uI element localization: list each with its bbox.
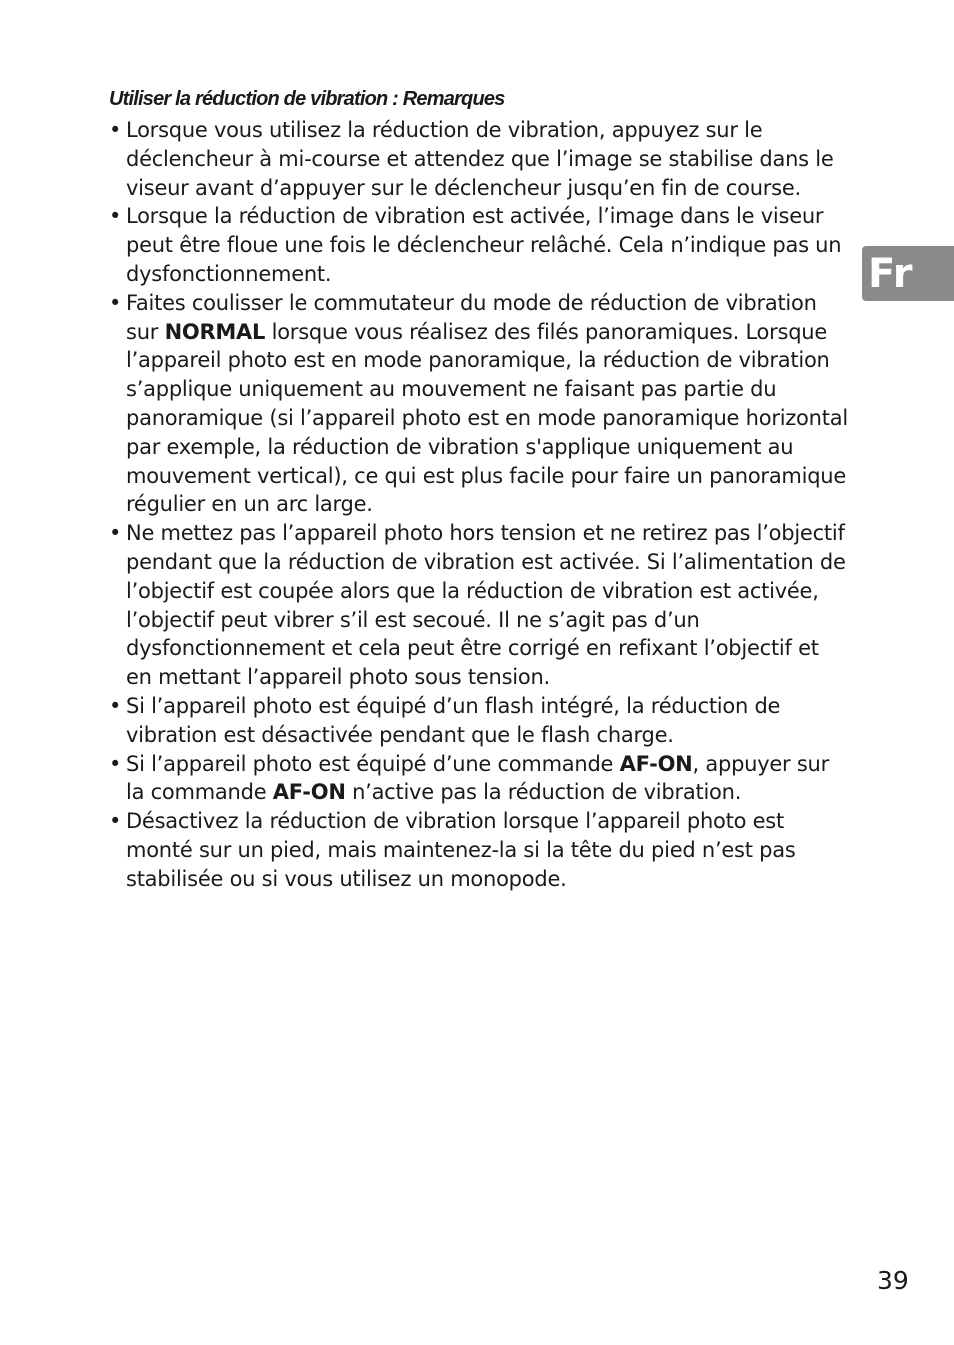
item-text: lorsque vous réalisez des filés panoramiques. Lorsque l’appareil photo est en mode panoramique, la réduction de vibration s’applique uniquement au mouvement ne faisant pas partie du panoramique (si l’appareil photo est en mode panoramique horizontal par exemple, la réduction de vibration s'applique uniquement au mouvement vertical), ce qui est plus facile pour faire un panoramique régulier en un arc large. [126,319,848,517]
list-item [109,202,849,288]
item-text: , appuyer sur la commande [126,751,829,805]
item-text: Faites coulisser le commutateur du mode de réduction de vibration sur [126,290,817,344]
item-text: Si l’appareil photo est équipé d’une commande [126,751,620,776]
list-item [109,692,849,750]
list-item [109,750,849,808]
af-on-label: AF-ON [619,751,693,776]
page-number: 39 [877,1266,909,1295]
bullet-icon: • [109,693,122,718]
item-text: Lorsque la réduction de vibration est activée, l’image dans le viseur peut être floue une fois le déclencheur relâché. Cela n’indique pas un dysfonctionnement. [126,204,842,286]
bullet-icon: • [109,809,122,834]
item-text: Désactivez la réduction de vibration lorsque l’appareil photo est monté sur un pied, mais maintenez-la si la tête du pied n’est pas stabilisée ou si vous utilisez un monopode. [126,809,796,891]
section-heading: Utiliser la réduction de vibration : Remarques [109,88,505,110]
remarks-list [109,116,849,894]
bullet-icon: • [109,751,122,776]
item-text: n’active pas la réduction de vibration. [345,780,742,805]
list-item [109,807,849,893]
item-text: Lorsque vous utilisez la réduction de vibration, appuyez sur le déclencheur à mi-course et attendez que l’image se stabilise dans le viseur avant d’appuyer sur le déclencheur jusqu’en fin de course. [126,118,834,200]
bullet-icon: • [109,204,122,229]
af-on-label: AF-ON [272,780,346,805]
item-text: Ne mettez pas l’appareil photo hors tension et ne retirez pas l’objectif pendant que la réduction de vibration est activée. Si l’alimentation de l’objectif est coupée alors que la réduction de vibration est activée, l’objectif peut vibrer s’il est secoué. Il ne s’agit pas d’un dysfonctionnement et cela peut être corrigé en refixant l’objectif et en mettant l’appareil photo sous tension. [126,521,846,690]
item-text: Si l’appareil photo est équipé d’un flash intégré, la réduction de vibration est désactivée pendant que le flash charge. [126,693,781,747]
list-item [109,116,849,202]
language-tab: Fr [862,246,954,301]
list-item [109,519,849,692]
list-item [109,289,849,519]
bullet-icon: • [109,118,122,142]
bullet-icon: • [109,521,122,546]
mode-label-normal: NORMAL [164,319,266,344]
bullet-icon: • [109,290,122,315]
